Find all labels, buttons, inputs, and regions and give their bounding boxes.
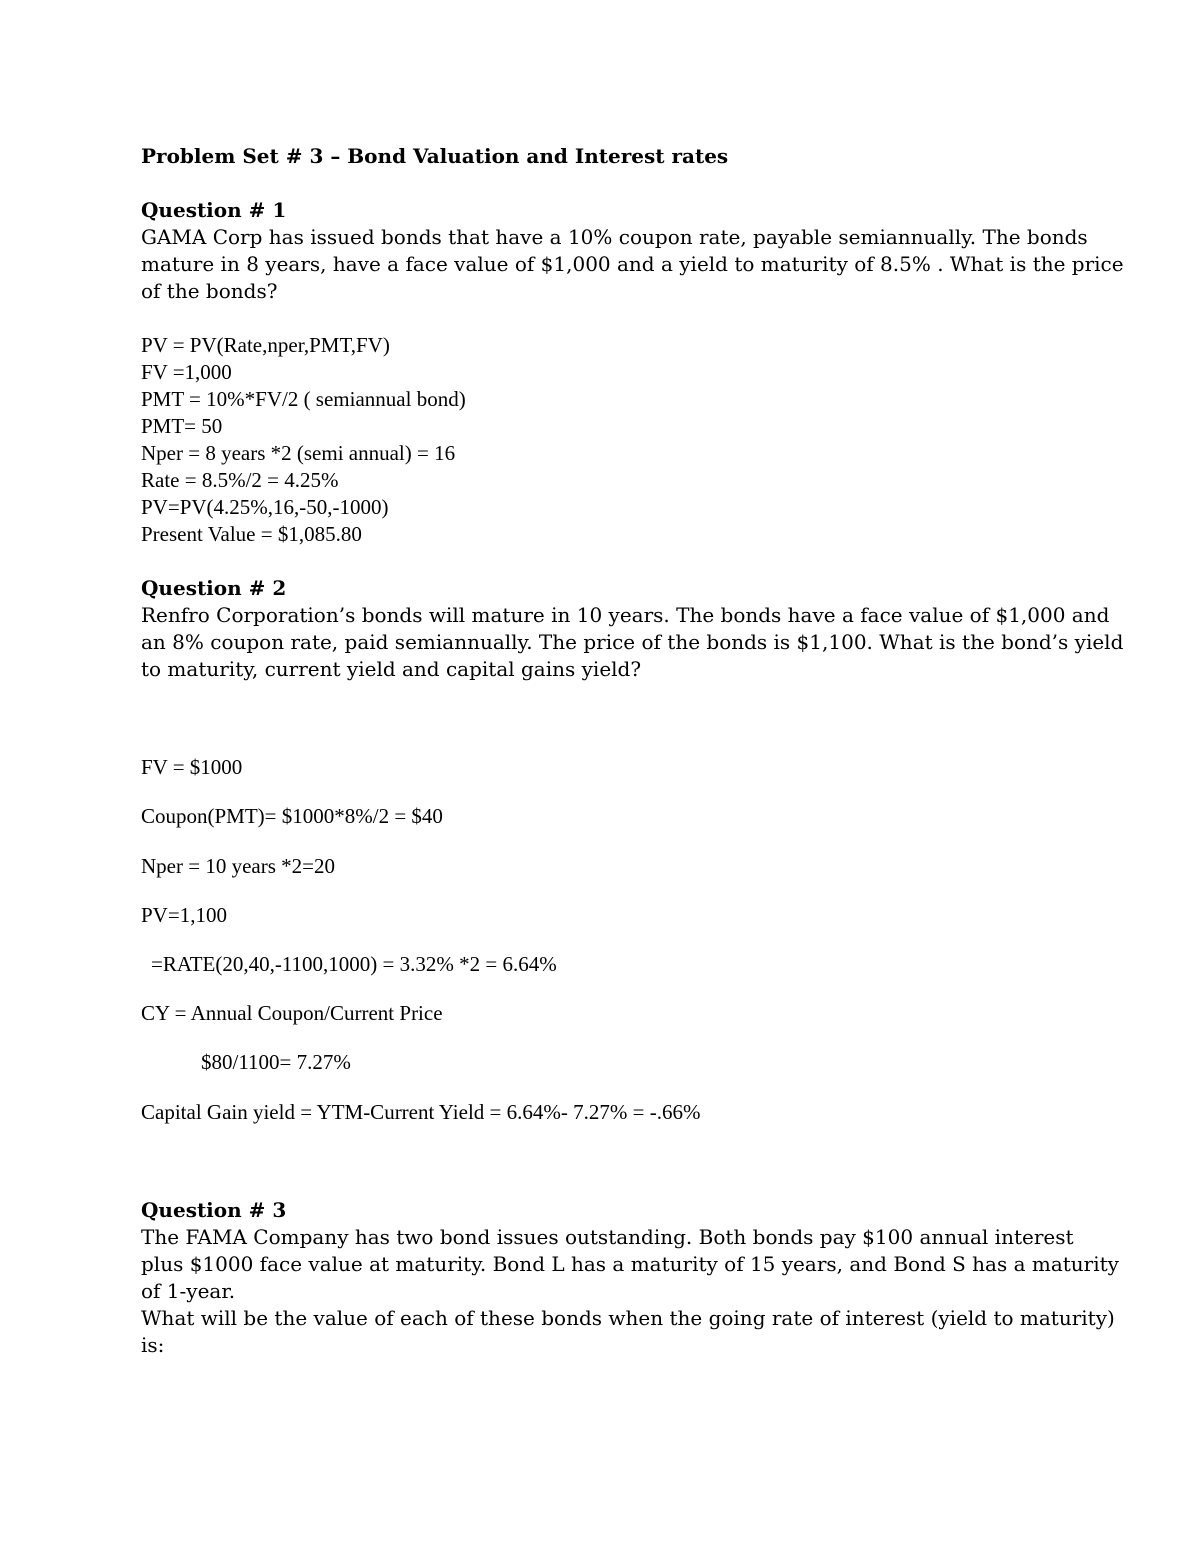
question-2-solution-line: $80/1100= 7.27% [201,1050,351,1074]
question-2-solution-line: Coupon(PMT)= $1000*8%/2 = $40 [141,804,443,828]
question-2-solution-line: Nper = 10 years *2=20 [141,854,335,878]
question-1-text-line: of the bonds? [141,279,278,303]
question-3-text-line: The FAMA Company has two bond issues outstanding. Both bonds pay $100 annual interest [141,1225,1074,1249]
question-2-solution-line: FV = $1000 [141,755,243,779]
question-1-solution-line: Nper = 8 years *2 (semi annual) = 16 [141,441,456,465]
question-3-heading: Question # 3 [141,1198,287,1222]
question-1-solution-line: Present Value = $1,085.80 [141,522,362,546]
question-1-text-line: mature in 8 years, have a face value of $1,000 and a yield to maturity of 8.5% . What is the price [141,252,1124,276]
question-1-solution-line: PV = PV(Rate,nper,PMT,FV) [141,333,390,357]
document-page [141,0,1124,1553]
question-1-solution-line: PV=PV(4.25%,16,-50,-1000) [141,495,389,519]
question-3-text-line: of 1-year. [141,1279,236,1303]
question-3-text-line: What will be the value of each of these bonds when the going rate of interest (yield to maturity) [141,1306,1115,1330]
question-2-heading: Question # 2 [141,576,287,600]
question-2-text-line: to maturity, current yield and capital gains yield? [141,657,642,681]
question-1-text-line: GAMA Corp has issued bonds that have a 10% coupon rate, payable semiannually. The bonds [141,225,1088,249]
question-2-solution-line: CY = Annual Coupon/Current Price [141,1001,443,1025]
question-1-solution-line: PMT= 50 [141,414,223,438]
question-2-solution-line: Capital Gain yield = YTM-Current Yield = 6.64%- 7.27% = -.66% [141,1100,701,1124]
question-2-text-line: Renfro Corporation’s bonds will mature in 10 years. The bonds have a face value of $1,000 and [141,603,1110,627]
question-2-solution-line: =RATE(20,40,-1100,1000) = 3.32% *2 = 6.64% [151,952,557,976]
question-1-solution-line: FV =1,000 [141,360,232,384]
question-3-text-line: plus $1000 face value at maturity. Bond L has a maturity of 15 years, and Bond S has a maturity [141,1252,1119,1276]
question-1-solution-line: Rate = 8.5%/2 = 4.25% [141,468,339,492]
question-2-text-line: an 8% coupon rate, paid semiannually. The price of the bonds is $1,100. What is the bond’s yield [141,630,1124,654]
page-title: Problem Set # 3 – Bond Valuation and Interest rates [141,144,729,168]
question-1-solution-line: PMT = 10%*FV/2 ( semiannual bond) [141,387,466,411]
question-3-text-line: is: [141,1333,165,1357]
question-1-heading: Question # 1 [141,198,287,222]
question-2-solution-line: PV=1,100 [141,903,227,927]
